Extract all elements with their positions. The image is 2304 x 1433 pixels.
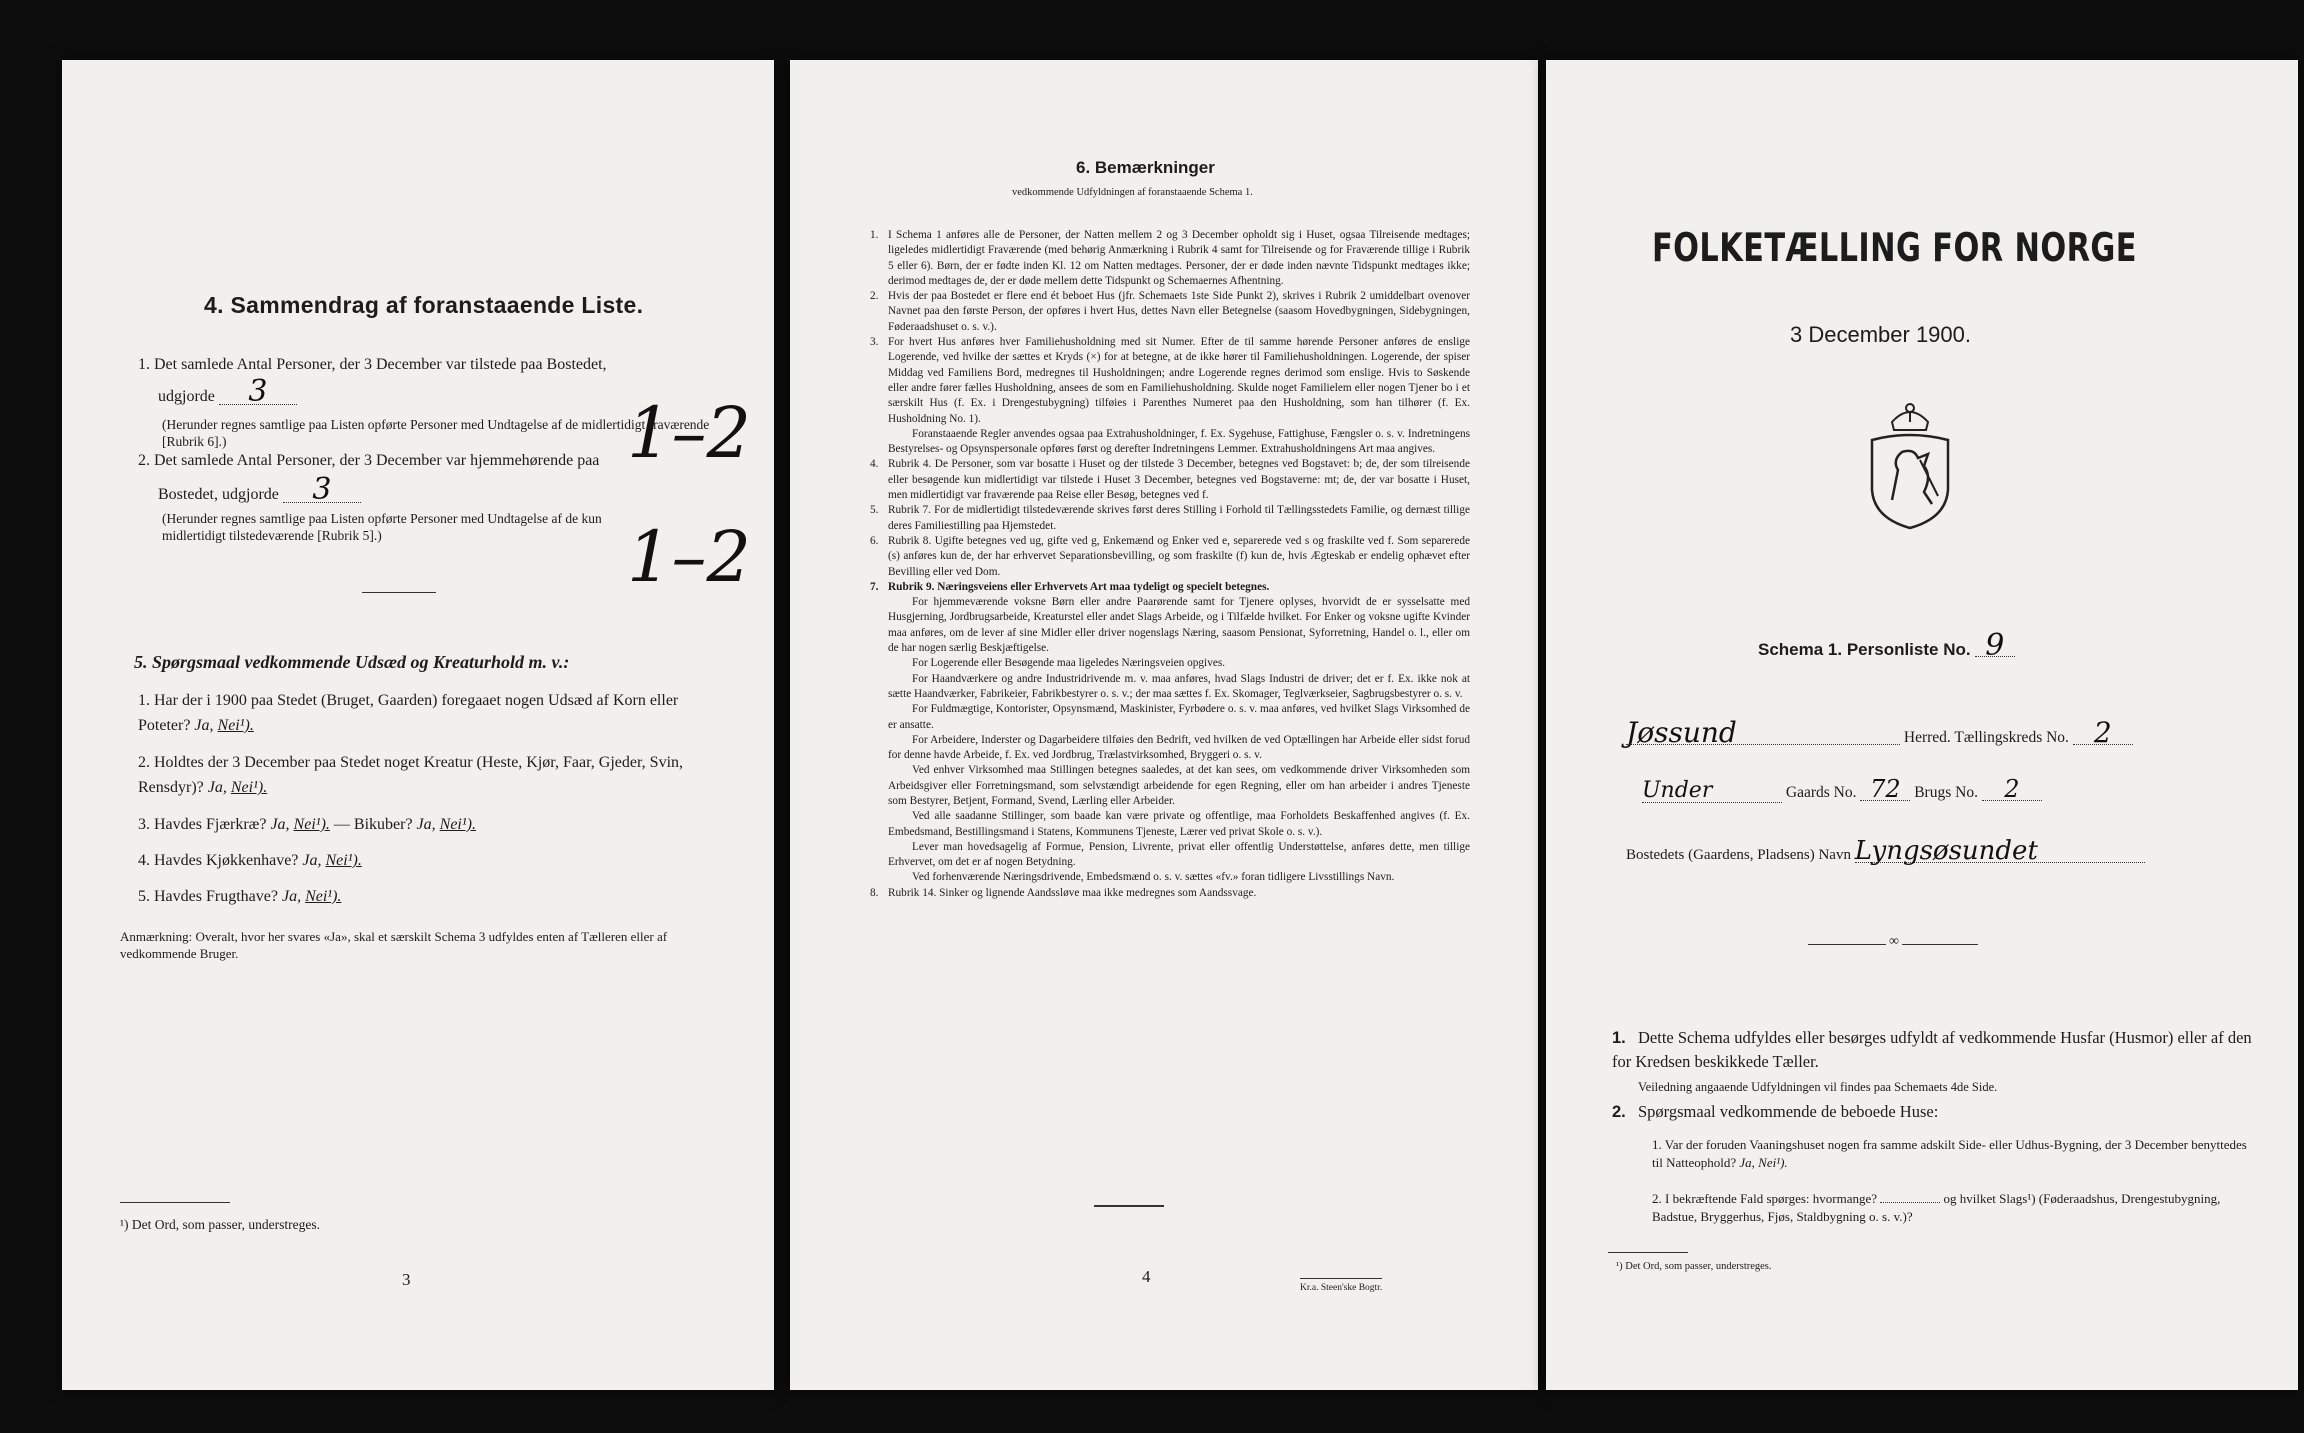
remark-8-text: Rubrik 14. Sinker og lignende Aandssløve maa ikke medregnes som Aandssvage. — [888, 886, 1257, 899]
page-number-3: 3 — [402, 1270, 411, 1289]
remark-4: 4. Rubrik 4. De Personer, som var bosatte i Huset og der tilstede 3 December, betegnes ved Bogstavet: b; de, der som tilreisende eller besøgende kun midlertidigt var tilstede i Huset 3 December, betegnes ved Bogstaverne: mt; de, der var bosatte i Huset, men midlertidigt var fraværende paa Reise eller Besøg, betegnes ved f. — [870, 458, 1470, 502]
remark-4-text: Rubrik 4. De Personer, som var bosatte i Huset og der tilstede 3 December, betegnes ved Bogstavet: b; de, der som tilreisende eller besøgende kun midlertidigt var tilstede i Huset 3 December, betegnes ved Bogstaverne: mt; de, der var bosatte i Huset, men midlertidigt var fraværende paa Reise eller Besøg, betegnes ved f. — [888, 458, 1470, 502]
remark-8: 8. Rubrik 14. Sinker og lignende Aandssløve maa ikke medregnes som Aandssvage. — [870, 886, 1257, 899]
bosted-value: Lyngsøsundet — [1855, 840, 2145, 863]
remark-7b-text: For Logerende eller Besøgende maa ligeledes Næringsveien opgives. — [912, 657, 1226, 670]
s5-q5-ja: Ja, — [281, 888, 302, 905]
census-title: FOLKETÆLLING FOR NORGE — [1652, 226, 2137, 271]
brugs-label: Brugs No. — [1914, 784, 1978, 801]
summary-q1-note: (Herunder regnes samtlige paa Listen opførte Personer med Undtagelse af de midlertidigt fraværende [Rubrik 6].) — [162, 417, 710, 449]
s5-q3b-text: — Bikuber? — [333, 816, 413, 833]
summary-q1-label: udgjorde — [158, 388, 215, 405]
footnote-rule — [120, 1202, 230, 1203]
remark-1: 1. I Schema 1 anføres alle de Personer, der Natten mellem 2 og 3 December opholdt sig i Huset, ogsaa Tilreisende medtages; ligeledes midlertidigt Fraværende (med behørig Anmærkning i Rubrik 4 samt for Tilreisende og for Fraværende tillige i Rubrik 5 eller 6). Børn, der er fødte inden Kl. 12 om Natten medtages. Personer, der er døde inden nævnte Tidspunkt medtages ikke; derimod medtages de, der er døde mellem dette Tidspunkt og Schemaernes Afhentning. — [870, 229, 1470, 287]
remark-7d — [870, 702, 1470, 733]
instruction-2-2-text: 2. I bekræftende Fald spørges: hvormange? — [1652, 1191, 1878, 1206]
s5-q3b-nei: Nei¹). — [439, 816, 476, 833]
s5-q2-text: 2. Holdtes der 3 December paa Stedet noget Kreatur (Heste, Kjør, Faar, Gjeder, Svin, Rensdyr)? — [138, 754, 684, 796]
s5-q3-text: 3. Havdes Fjærkræ? — [138, 816, 267, 833]
s5-q1-text: 1. Har der i 1900 paa Stedet (Bruget, Gaarden) foregaaet nogen Udsæd af Korn eller Poteter? — [138, 692, 679, 734]
footnote: ¹) Det Ord, som passer, understreges. — [120, 1217, 320, 1232]
remark-3-text: For hvert Hus anføres hver Familiehusholdning med sit Numer. Efter de til samme hørende Personer anføres de enslige Logerende, ved hvilke der sættes et Kryds (×) for at betegne, at de ikke hører til Familiehusholdningen. Logerende, der spiser Middag ved Familiens Bord, medregnes til Husholdningen; andre Logerende regnes derimod som enslige. Hvis to Søskende eller andre fører fælles Husholdning, ansees de som en Familiehusholdning. Skulde noget Familielem eller nogen Tjener bo i et særskilt Hus (f. Ex. i Drengestubygning) tilføies i Parenthes Numeret paa den Husholdning, som han tilhører (f. Ex. Husholdning No. 1). — [888, 336, 1470, 425]
under-value: Under — [1642, 780, 1782, 803]
summary-q2-label: Bostedet, udgjorde — [158, 486, 279, 503]
s5-q3 — [138, 812, 738, 837]
remark-7g-text: Ved alle saadanne Stillinger, som baade kan være private og offentlige, maa Forholdets Beskaffenhed angives (f. Ex. Embedsmand, Bestillingsmand i Statens, Kommunens Tjeneste, Lærer ved privat Skole o. s. v.). — [888, 810, 1470, 838]
instruction-2-1-text: 1. Var der foruden Vaaningshuset nogen fra samme adskilt Side- eller Udhus-Bygning, der 3 December benyttedes til Natteophold? — [1652, 1137, 2247, 1170]
instruction-2-2b-text: og hvilket Slags¹) (Føderaadshus, Drengestubygning, Badstue, Bryggerhus, Fjøs, Staldbygning o. s. v.)? — [1652, 1191, 2221, 1224]
s5-q3-nei: Nei¹). — [293, 816, 330, 833]
brugs-value: 2 — [1982, 778, 2042, 801]
instruction-2-1-answer: Ja, Nei¹). — [1739, 1155, 1788, 1170]
remark-7a-text: For hjemmeværende voksne Børn eller andre Paarørende samt for Tjenere oplyses, hvorvidt de er sysselsatte med Husgjerning, Jordbrugsarbeide, Kreaturstel eller andet Slags Arbeide, og i Tilfælde hvilket. For Enker og voksne ugifte Kvinder maa anføres, om de lever af sine Midler eller driver nogenslags Næring, saasom Pensionat, Syforretning, Handel o. l., eller om de har nogen særlig Beskjæftigelse. — [888, 596, 1470, 655]
remark-7h — [870, 840, 1470, 871]
instruction-1 — [1612, 1026, 2272, 1074]
remarks-title: 6. Bemærkninger — [1076, 158, 1215, 177]
summary-q1-row — [158, 374, 297, 409]
remark-1-text: I Schema 1 anføres alle de Personer, der Natten mellem 2 og 3 December opholdt sig i Huset, ogsaa Tilreisende medtages; ligeledes midlertidigt Fraværende (med behørig Anmærkning i Rubrik 4 samt for Tilreisende og for Fraværende tillige i Rubrik 5 eller 6). Børn, der er fødte inden Kl. 12 om Natten medtages. Personer, der er døde inden nævnte Tidspunkt medtages ikke; derimod medtages de, der er døde mellem dette Tidspunkt og Schemaernes Afhentning. — [888, 229, 1470, 287]
census-date: 3 December 1900. — [1790, 322, 1971, 347]
remarks-end-rule — [1094, 1205, 1164, 1207]
instruction-2-1 — [1652, 1136, 2252, 1172]
remark-5: 5. Rubrik 7. For de midlertidigt tilstedeværende skrives først deres Stilling i Forhold til Tællingsstedets Familie, og dernæst tillige deres Familiestilling paa Hjemstedet. — [870, 504, 1470, 532]
remark-7c-text: For Haandværkere og andre Industridrivende m. v. maa anføres, hvad Slags Industri de driver; det er f. Ex. ikke nok at sætte Haandværker, Fabrikeier, Fabrikbestyrer o. s. v.; der maa sættes f. Ex. Skomager, Teglværkseier, Sagbrugsbestyrer o. s. v. — [888, 672, 1470, 700]
remark-6: 6. Rubrik 8. Ugifte betegnes ved ug, gifte ved g, Enkemænd og Enker ved e, separerede ved s og fraskilte ved f. Som separerede (s) anføres kun de, der har erhvervet Separationsbevilling, og som fraskilte (f) kun de, hvis Ægteskab er endelig ophævet efter Bevilling eller ved Dom. — [870, 534, 1470, 578]
page-1 — [1546, 60, 2298, 1390]
section-4-title: 4. Sammendrag af foranstaaende Liste. — [204, 292, 644, 318]
remark-7-text: Rubrik 9. Næringsveiens eller Erhvervets Art maa tydeligt og specielt betegnes. — [888, 580, 1270, 593]
s5-q1-ja: Ja, — [194, 717, 214, 734]
summary-q1-text: 1. Det samlede Antal Personer, der 3 December var tilstede paa Bostedet, — [138, 356, 607, 373]
remark-7a — [870, 595, 1470, 656]
remark-7c — [870, 672, 1470, 703]
remark-7: 7. Rubrik 9. Næringsveiens eller Erhvervets Art maa tydeligt og specielt betegnes. — [870, 580, 1270, 593]
s5-q1-nei: Nei¹). — [217, 717, 254, 734]
remark-7h-text: Lever man hovedsagelig af Formue, Pension, Livrente, privat eller offentlig Understøttelse, anføres dette, men tillige Erhvervet, om det er af nogen Betydning. — [888, 840, 1470, 869]
instruction-2-2-blank — [1880, 1202, 1940, 1203]
herred-line — [1626, 716, 2266, 749]
instruction-1-number: 1. — [1612, 1029, 1626, 1047]
herred-value: Jøssund — [1626, 722, 1900, 745]
remark-2-text: Hvis der paa Bostedet er flere end ét beboet Hus (jfr. Schemaets 1ste Side Punkt 2), skrives i Rubrik 2 umiddelbart ovenover Navnet paa den første Person, der opføres i hvert Hus, dettes Navn eller Betegnelse (saasom Hovedbygningen, Sidebygningen, Føderaadshuset o. s. v.). — [888, 290, 1470, 333]
remark-7i — [870, 870, 1470, 885]
s5-q5-text: 5. Havdes Frugthave? — [138, 888, 278, 905]
summary-q1-margin-mark: 1–2 — [627, 392, 752, 474]
footnote-rule-1 — [1608, 1252, 1688, 1253]
page-number-4: 4 — [1142, 1267, 1151, 1286]
s5-q1 — [138, 688, 728, 738]
summary-q2-note: (Herunder regnes samtlige paa Listen opførte Personer med Undtagelse af de kun midlertidigt tilstedeværende [Rubrik 5].) — [162, 511, 602, 543]
s5-q5-nei: Nei¹). — [305, 888, 342, 905]
remark-7g — [870, 809, 1470, 840]
summary-q1-value: 3 — [219, 380, 297, 405]
remark-2: 2. Hvis der paa Bostedet er flere end ét beboet Hus (jfr. Schemaets 1ste Side Punkt 2), skrives i Rubrik 2 umiddelbart ovenover Navnet paa den første Person, der opføres i hvert Hus, dettes Navn eller Betegnelse (saasom Hovedbygningen, Sidebygningen, Føderaadshuset o. s. v.). — [870, 290, 1470, 333]
instruction-2-number: 2. — [1612, 1103, 1626, 1121]
s5-q4-text: 4. Havdes Kjøkkenhave? — [138, 852, 299, 869]
page-3 — [62, 60, 774, 1390]
remark-7i-text: Ved forhenværende Næringsdrivende, Embedsmænd o. s. v. sættes «fv.» foran tidligere Livsstillings Navn. — [912, 871, 1395, 884]
s5-q3b-ja: Ja, — [416, 816, 436, 833]
instruction-2-text: Spørgsmaal vedkommende de beboede Huse: — [1638, 1102, 1939, 1121]
herred-label: Herred. — [1903, 729, 1951, 746]
remark-5-text: Rubrik 7. For de midlertidigt tilstedeværende skrives først deres Stilling i Forhold til Tællingsstedets Familie, og dernæst tillige deres Familiestilling paa Hjemstedet. — [888, 504, 1470, 532]
s5-q4-nei: Nei¹). — [325, 852, 362, 869]
norwegian-coat-of-arms-icon — [1862, 400, 1958, 532]
remark-6-text: Rubrik 8. Ugifte betegnes ved ug, gifte ved g, Enkemænd og Enker ved e, separerede ved s og fraskilte ved f. Som separerede (s) anføres kun de, der har erhvervet Separationsbevilling, og som fraskilte (f) kun de, hvis Ægteskab er endelig ophævet efter Bevilling eller ved Dom. — [888, 534, 1470, 578]
ornament-icon: ∞ — [1886, 934, 1902, 950]
summary-q2-value: 3 — [283, 478, 361, 503]
remark-7d-text: For Fuldmægtige, Kontorister, Opsynsmænd, Maskinister, Fyrbødere o. s. v. maa anføres, ved hvilket Slags Virksomhed de er ansatte. — [888, 703, 1470, 731]
remark-3b-text: Foranstaaende Regler anvendes ogsaa paa Extrahusholdninger, f. Ex. Sygehuse, Fattighuse, Fængsler o. s. v. Indretningens Bestyrelses- og Opsynspersonale opføres først og derefter Indretningens Lemmer. Extrahusholdningens Art maa angives. — [888, 427, 1470, 456]
personliste-number: 9 — [1975, 636, 2015, 657]
divider — [362, 592, 436, 593]
s5-q4-ja: Ja, — [302, 852, 322, 869]
s5-q2-ja: Ja, — [207, 779, 227, 796]
section-5-title: 5. Spørgsmaal vedkommende Udsæd og Kreaturhold m. v.: — [134, 652, 570, 672]
kreds-value: 2 — [2073, 722, 2133, 745]
remark-7e-text: For Arbeidere, Inderster og Dagarbeidere tilføies den Bedrift, ved hvilken de ved Optællingen har Arbeide eller sidst forud for denne havde Arbeide, f. Ex. ved Jordbrug, Trælastvirksomhed, Bryggeri o. s. v. — [888, 733, 1470, 762]
instruction-1-note: Veiledning angaaende Udfyldningen vil findes paa Schemaets 4de Side. — [1638, 1080, 1998, 1094]
schema-label: Schema 1. Personliste No. — [1758, 640, 1971, 659]
remark-7f — [870, 763, 1470, 809]
remark-7b — [870, 656, 1470, 671]
remarks-list — [870, 228, 1470, 901]
s5-q2-nei: Nei¹). — [230, 779, 268, 796]
page-4 — [790, 60, 1538, 1390]
remarks-subtitle: vedkommende Udfyldningen af foranstaaende Schema 1. — [1012, 187, 1253, 198]
remark-7e — [870, 733, 1470, 764]
remark-3b — [870, 427, 1470, 458]
s5-q4 — [138, 848, 738, 873]
gaards-label: Gaards No. — [1785, 784, 1857, 801]
gaards-value: 72 — [1860, 778, 1910, 801]
bosted-line — [1626, 836, 2276, 866]
gaards-line — [1642, 775, 2272, 803]
summary-q2-text: 2. Det samlede Antal Personer, der 3 December var hjemmehørende paa — [138, 452, 600, 469]
remark-3: 3. For hvert Hus anføres hver Familiehusholdning med sit Numer. Efter de til samme hørende Personer anføres de enslige Logerende, ved hvilke der sættes et Kryds (×) for at betegne, at de ikke hører til Familiehusholdningen. Logerende, der spiser Middag ved Familiens Bord, medregnes til Husholdningen; andre Logerende regnes derimod som enslige. Hvis to Søskende eller andre fører fælles Husholdning, ansees de som en Familiehusholdning. Skulde noget Familielem eller nogen Tjener bo i et særskilt Hus (f. Ex. i Drengestubygning) tilføies i Parenthes Numeret paa den Husholdning, som han tilhører (f. Ex. Husholdning No. 1). — [870, 336, 1470, 425]
instruction-1-text: Dette Schema udfyldes eller besørges udfyldt af vedkommende Husfar (Husmor) eller af den for Kredsen beskikkede Tæller. — [1612, 1028, 2252, 1071]
s5-q5 — [138, 884, 738, 909]
anmerkning: Anmærkning: Overalt, hvor her svares «Ja», skal et særskilt Schema 3 udfyldes enten af Tælleren eller af vedkommende Bruger. — [120, 929, 668, 961]
summary-q2-row — [158, 472, 361, 507]
schema-line — [1758, 628, 2015, 663]
instruction-2 — [1612, 1102, 2272, 1122]
summary-q2-margin-mark: 1–2 — [627, 516, 752, 598]
s5-q2 — [138, 750, 738, 800]
footnote-1: ¹) Det Ord, som passer, understreges. — [1616, 1261, 1772, 1272]
kreds-label: Tællingskreds No. — [1954, 729, 2069, 746]
instruction-2-2 — [1652, 1190, 2252, 1226]
printer-mark: Kr.a. Steen'ske Bogtr. — [1300, 1278, 1382, 1295]
bosted-label: Bostedets (Gaardens, Pladsens) Navn — [1626, 847, 1851, 863]
s5-q3-ja: Ja, — [270, 816, 290, 833]
remark-7f-text: Ved enhver Virksomhed maa Stillingen betegnes saaledes, at det kan sees, om vedkommende driver Virksomheden som Arbeidsgiver eller Forretningsmand, som selvstændigt arbeidende for egen Regning, eller om han arbeider i andres Tjeneste som Bestyrer, Betjent, Formand, Svend, Lærling eller Arbeider. — [888, 764, 1470, 807]
